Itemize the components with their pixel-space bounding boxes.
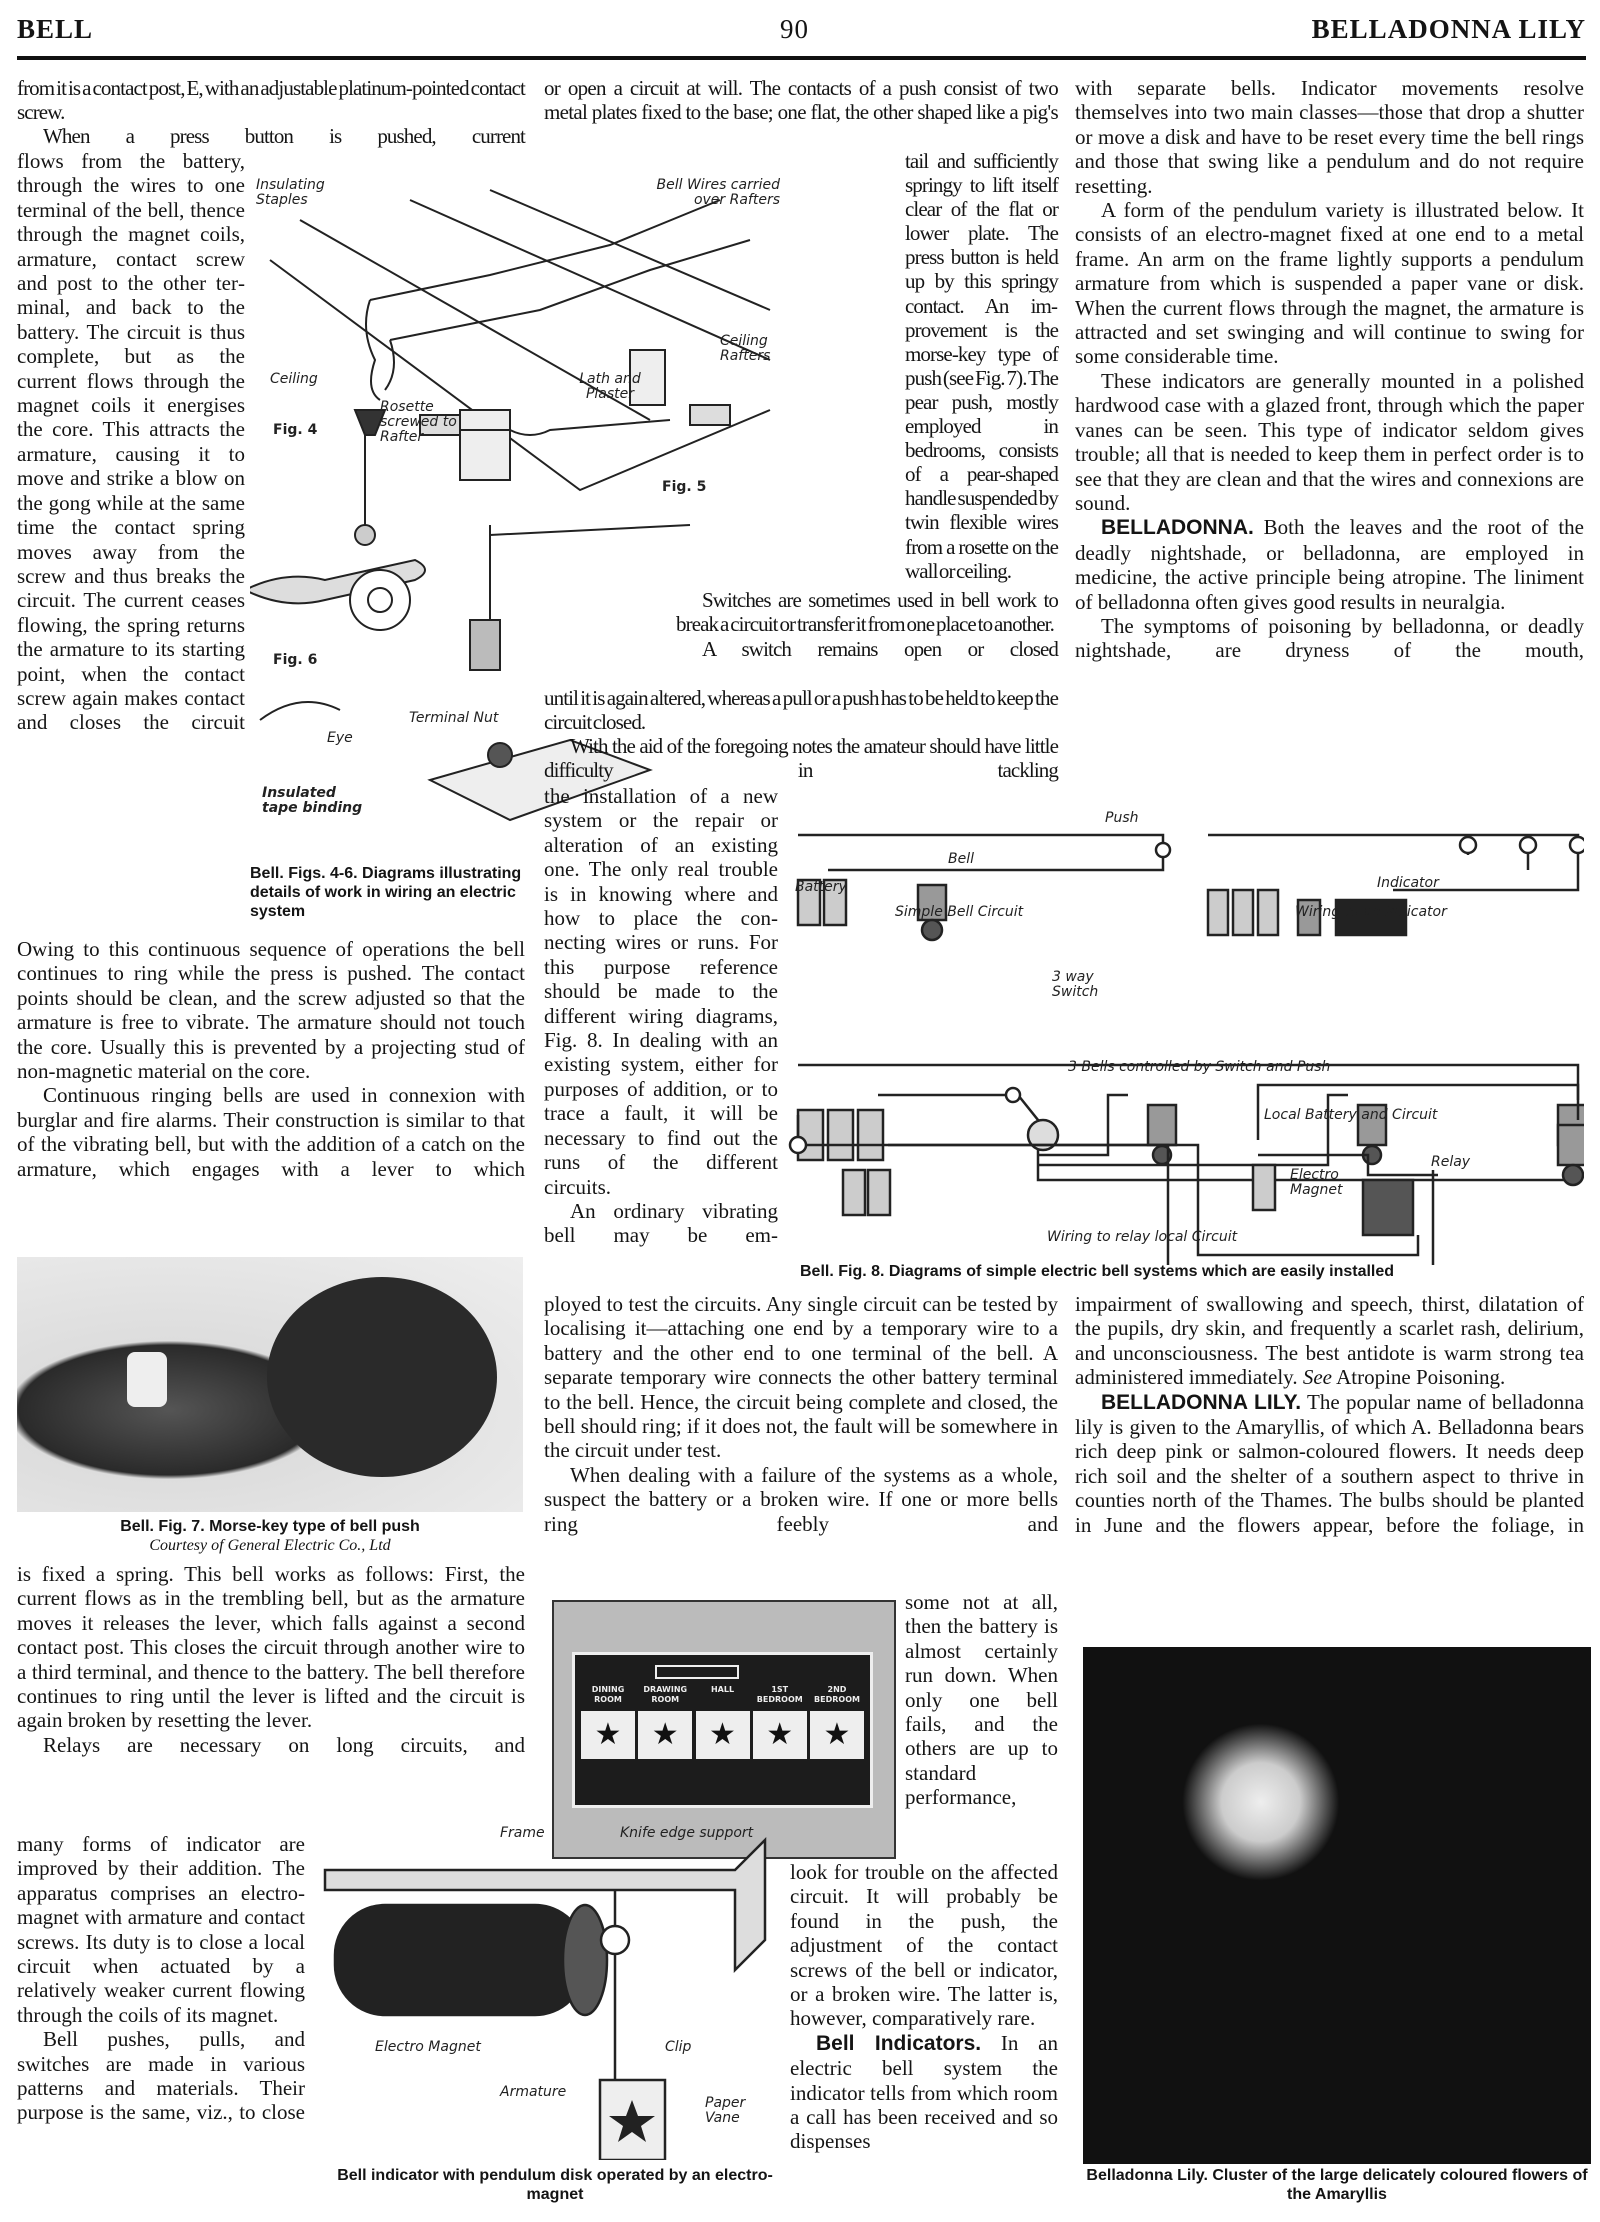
col2-block-b [905, 149, 1058, 583]
indicator-panel [572, 1652, 873, 1808]
paragraph: When a press button is pushed, current [43, 124, 525, 149]
paragraph: Continuous ringing bells are used in connexion with burglar and fire alarms. Their construction is similar to that of the vibrating bell, but with the addition of a catch on the armature, which engages with a lever to which [17, 1083, 525, 1181]
label-fig-5: Fig. 5 [662, 479, 707, 495]
label-rosette: Rosette screwed to Rafter [380, 399, 457, 445]
paragraph-text: The popular name of belladonna lily is given to the Amaryllis, of which A. Belladonna bears rich deep pink or salmon-coloured flowers. It needs deep rich soil and the shelter of a southern aspect to thrive in counties north of the Thames. The bulbs should be planted in June and the flowers appear, before the foliage, in [1075, 1389, 1584, 1537]
col2-block-g [905, 1590, 1058, 1810]
bell-push-base [267, 1277, 497, 1477]
star-icon: ★ [638, 1711, 692, 1759]
star-icon: ★ [753, 1711, 807, 1759]
label-lath-plaster: Lath and Plaster [579, 371, 641, 402]
paragraph: many forms of indicator are improved by their addition. The apparatus comprises an electro-magnet with armature and contact screws. Its duty is to close a local circuit when actuated by a relatively weaker current flowing through the coils of its magnet. [17, 1832, 305, 2027]
paragraph-text: impairment of swallowing and speech, thirst, dilatation of the pupils, dry skin, and frequently a scarlet rash, delirium, and unconsciousness. The best antidote is warm strong tea administered immediately. [1075, 1292, 1584, 1390]
indicator-slot [655, 1665, 739, 1679]
label-bell: Bell [948, 851, 974, 867]
paragraph: The symptoms of poisoning by belladonna, or deadly nightshade, are dryness of the mouth, [1075, 613, 1584, 663]
header-rule [17, 56, 1586, 60]
paragraph: ployed to test the circuits. Any single circuit can be tested by localising it—attaching one end by a temporary wire to a battery and the other end to one terminal of the bell. A separate temporary wire connects the other battery terminal to the bell. Hence, the circuit being complete and closed, the bell should ring; if it does not, the fault will be somewhere in the circuit under test. [544, 1292, 1058, 1463]
room-label: DINING ROOM [591, 1685, 625, 1704]
col1-block-d [17, 1562, 525, 1757]
label-terminal-nut: Terminal Nut [409, 710, 499, 726]
room-label: DRAWING ROOM [643, 1685, 688, 1704]
lily-caption: Belladonna Lily. Cluster of the large delicately coloured flowers of the Amaryllis [1086, 2167, 1588, 2203]
label-insulating-staples: Insulating Staples [256, 177, 325, 208]
entry-heading-belladonna-lily: BELLADONNA LILY. [1101, 1390, 1302, 1414]
figs-4-6-caption: Bell. Figs. 4-6. Diagrams illustrating details of work in wiring an electric system [250, 865, 522, 920]
paragraph: Bell pushes, pulls, and switches are made in various patterns and materials. Their purpose is the same, viz., to close [17, 2027, 305, 2125]
paragraph: Switches are sometimes used in bell work to break a circuit or transfer it from one place to another. [676, 588, 1058, 637]
label-3-way-switch: 3 way Switch [1052, 969, 1099, 1000]
belladonna-lily-photo [1083, 1647, 1591, 2164]
label-electro-magnet-2: Electro Magnet [375, 2039, 481, 2055]
col1-block-b [17, 149, 245, 735]
col2-block-f [544, 1292, 1058, 1536]
fig-7-caption [17, 1517, 523, 1555]
label-wiring-to-indicator: Wiring to an Indicator [1295, 904, 1447, 920]
label-clip: Clip [665, 2039, 692, 2055]
paragraph-text: Both the leaves and the root of the deadly nightshade, or belladonna, are employed in medicine, the active principle being atropine. The liniment of belladonna often gives good results in neuralgia. [1075, 515, 1584, 614]
paragraph: An ordinary vibrating bell may be em- [544, 1198, 778, 1248]
room-label: 2ND BEDROOM [814, 1685, 860, 1704]
paragraph: with separate bells. Indicator movements resolve themselves into two main classes—those that drop a shutter or move a disk and have to be reset every time the bell rings and those that swing like a pendulum and do not require resetting. [1075, 76, 1584, 198]
col3-block-b [1075, 1292, 1584, 1537]
label-fig-4: Fig. 4 [273, 422, 318, 438]
paragraph: is fixed a spring. This bell works as follows: First, the current flows as in the trembling bell, but as the armature moves it releases the lever, which falls against a second contact post. This closes the circuit through another wire to a third terminal, and thence to the battery. The bell therefore continues to ring until the lever is lifted and the circuit is again broken by resetting the lever. [17, 1562, 525, 1733]
paragraph: or open a circuit at will. The contacts of a push consist of two metal plates fixed to the base; one flat, the other shaped like a pig's [544, 76, 1058, 125]
label-battery: Battery [795, 879, 847, 895]
star-icon: ★ [810, 1711, 864, 1759]
col2-block-c [676, 588, 1058, 661]
paragraph: With the aid of the foregoing notes the amateur should have little difficulty in tackling [544, 734, 1058, 783]
paragraph: until it is again altered, whereas a pull or a push has to be held to keep the circuit closed. [544, 686, 1058, 735]
paragraph: look for trouble on the affected circuit. It will probably be found in the push, the adjustment of the contact screws of the bell or indicator, or a broken wire. The latter is, however, comparatively rare. [790, 1860, 1058, 2031]
indicator-room-window [753, 1685, 807, 1759]
col2-block-d [544, 686, 1058, 782]
fig-8-wiring-diagrams [788, 795, 1584, 1265]
paragraph: A form of the pendulum variety is illustrated below. It consists of an electro-magnet fixed at one end to a metal frame. An arm on the frame lightly supports a pendulum armature from which is suspended a paper vane or disk. When the current flows through the magnet, the armature is attracted and set swinging and will continue to swing for some considerable time. [1075, 198, 1584, 369]
page-number: 90 [780, 14, 809, 44]
label-armature: Armature [500, 2084, 567, 2100]
paragraph: flows from the battery, through the wires to one terminal of the bell, thence through the magnet coils, armature, contact screw and post to the other terminal, and back to the battery. The circuit is thus complete, but as the current flows through the magnet coils it energises the core. This attracts the armature, causing it to move and strike a blow on the gong while at the same time the contact spring moves away from the screw and thus breaks the circuit. The current ceases flowing, the spring returns the armature to its starting point, when the contact screw again makes contact and closes the circuit [17, 149, 245, 735]
col1-block-e [17, 1832, 305, 2125]
col2-block-e [544, 784, 778, 1248]
label-insulated-tape: Insulated tape binding [262, 785, 363, 816]
label-eye: Eye [327, 730, 353, 746]
room-label: 1ST BEDROOM [756, 1685, 803, 1704]
fig-7-credit: Courtesy of General Electric Co., Ltd [149, 1537, 391, 1554]
label-fig-6: Fig. 6 [273, 652, 318, 668]
paragraph: Owing to this continuous sequence of operations the bell continues to ring while the press is pushed. The contact points should be clean, and the screw adjusted so that the armature is free to vibrate. The armature should not touch the core. Usually this is prevented by a projecting stud of non-magnetic material on the core. [17, 937, 525, 1084]
indicator-room-window [581, 1685, 635, 1759]
label-frame: Frame [500, 1825, 545, 1841]
label-paper-vane: Paper Vane [705, 2095, 746, 2126]
label-ceiling: Ceiling [270, 371, 318, 387]
running-head-right: BELLADONNA LILY [1311, 14, 1586, 44]
cross-reference-link[interactable]: Atropine Poisoning. [1336, 1365, 1506, 1390]
star-icon: ★ [581, 1711, 635, 1759]
running-head-left: BELL [17, 14, 94, 44]
col1-block-c [17, 937, 525, 1181]
col2-block-a [544, 76, 1058, 125]
paragraph: These indicators are generally mounted in a polished hardwood case with a glazed front, through which the paper vanes can be seen. This type of indicator seldom gives trouble; all that is needed to keep them in perfect order is to see that they are clean and that the wires and connexions are sound. [1075, 368, 1584, 515]
room-label: HALL [710, 1685, 735, 1694]
label-knife-edge: Knife edge support [620, 1825, 754, 1841]
label-indicator: Indicator [1377, 875, 1439, 891]
indicator-box-illustration [552, 1600, 896, 1859]
push-button [127, 1352, 167, 1407]
paragraph: the installation of a new system or the repair or alteration of an existing one. The only real trouble is in knowing where and how to place the connecting wires or runs. For this purpose reference should be made to the different wiring diagrams, Fig. 8. In dealing with an existing system, either for purposes of addition, or to trace a fault, it will be necessary to find out the runs of the different circuits. [544, 784, 778, 1199]
see-text: See [1302, 1365, 1332, 1390]
label-local-battery: Local Battery and Circuit [1264, 1107, 1438, 1123]
label-push: Push [1105, 810, 1139, 826]
label-electro-magnet: Electro Magnet [1290, 1167, 1343, 1198]
indicator-room-window [638, 1685, 692, 1759]
fig-7-caption-text: Bell. Fig. 7. Morse-key type of bell push [120, 1518, 420, 1535]
pendulum-indicator-caption: Bell indicator with pendulum disk operated by an electro-magnet [337, 2167, 773, 2203]
label-relay: Relay [1431, 1154, 1471, 1170]
paragraph: some not at all, then the battery is almost certainly run down. When only one bell fails, and the others are up to standard performance, [905, 1590, 1058, 1810]
paragraph: tail and sufficiently springy to lift itself clear of the flat or lower plate. The press button is held up by this springy contact. An improvement is the morse-key type of push (see Fig. 7). The pear push, mostly employed in bedrooms, consists of a pear-shaped handle suspended by twin flexible wires from a rosette on the wall or ceiling. [905, 149, 1058, 583]
indicator-room-window [696, 1685, 750, 1759]
paragraph: When dealing with a failure of the systems as a whole, suspect the battery or a broken wire. If one or more bells ring feebly and [544, 1462, 1058, 1536]
paragraph: from it is a contact post, E, with an adjustable platinum-pointed contact screw. [17, 76, 525, 125]
fig-8-caption: Bell. Fig. 8. Diagrams of simple electric bell systems which are easily installed [800, 1263, 1395, 1280]
label-ceiling-rafters: Ceiling Rafters [720, 333, 771, 364]
paragraph: Relays are necessary on long circuits, and [43, 1732, 525, 1757]
col1-block-a [17, 76, 525, 148]
star-icon: ★ [696, 1711, 750, 1759]
indicator-room-window [810, 1685, 864, 1759]
col3-block-a [1075, 76, 1584, 663]
section-heading-bell-indicators: Bell Indicators. [816, 2031, 982, 2055]
label-3-bells: 3 Bells controlled by Switch and Push [1068, 1059, 1331, 1075]
label-bell-wires: Bell Wires carried over Rafters [656, 177, 780, 208]
fig-7-photo-bell-push [17, 1257, 523, 1512]
entry-heading-belladonna: BELLADONNA. [1101, 516, 1254, 540]
col2-block-h [790, 1860, 1058, 2154]
paragraph: A switch remains open or closed [702, 636, 1058, 661]
label-wiring-to-relay: Wiring to relay local Circuit [1047, 1229, 1238, 1245]
paragraph-text: In an electric bell system the indicator tells from which room a call has been received and so dispenses [790, 2030, 1058, 2154]
label-simple-bell-circuit: Simple Bell Circuit [895, 904, 1024, 920]
